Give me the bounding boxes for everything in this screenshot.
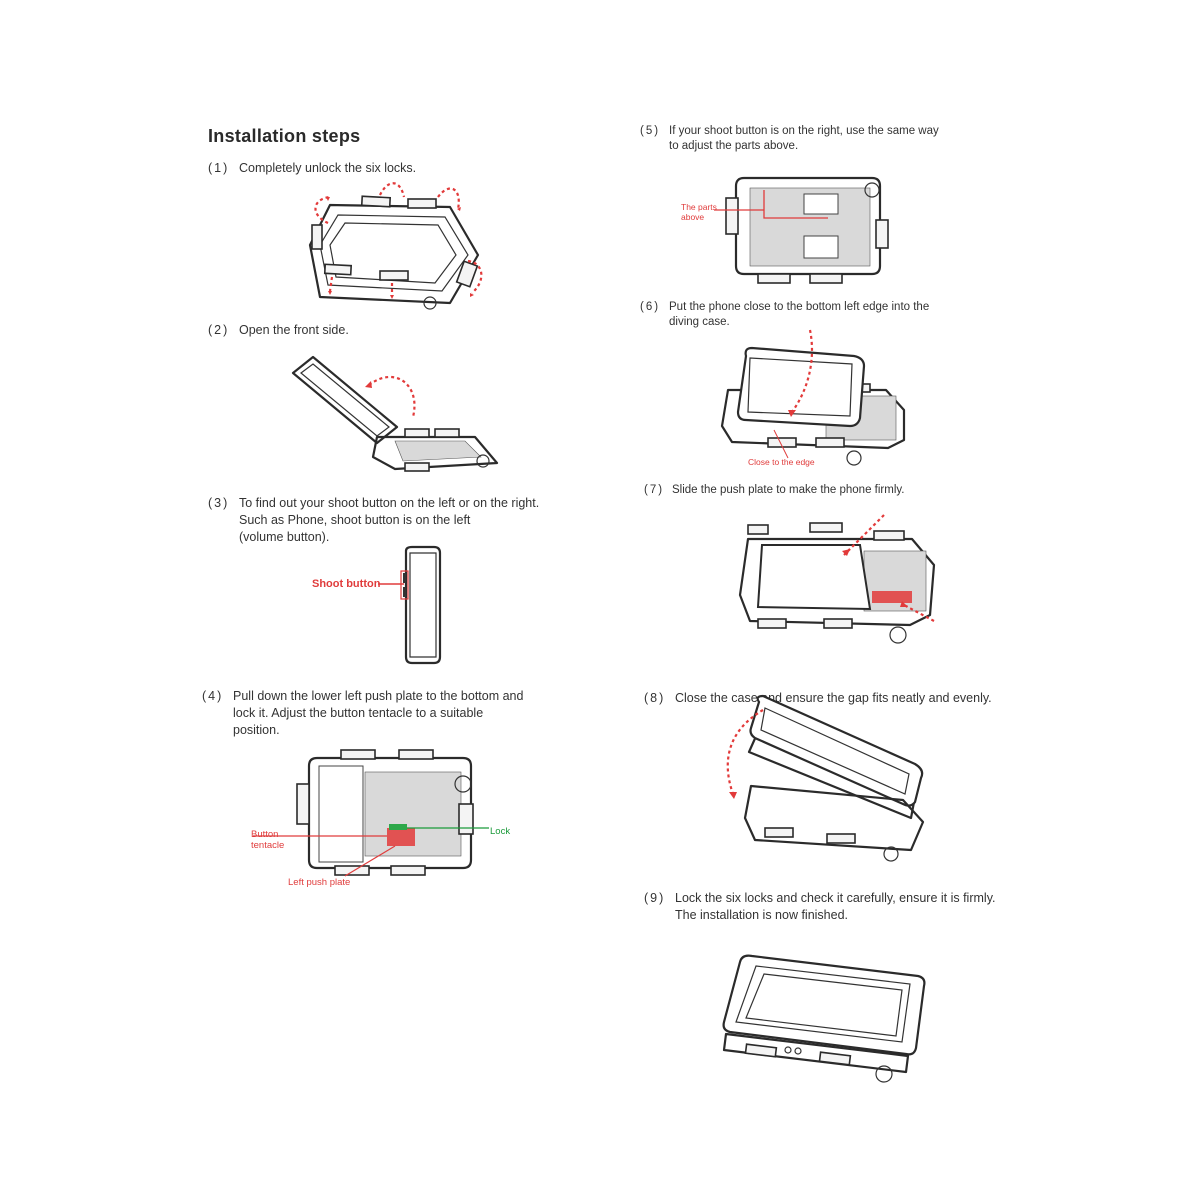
- case-open-illustration: [285, 345, 505, 480]
- button-tentacle-line-1: Button: [251, 829, 279, 840]
- case-close-illustration: [715, 690, 935, 865]
- parts-above-line-2: above: [681, 212, 705, 222]
- step-text: If your shoot button is on the right, use the same way: [669, 125, 939, 137]
- step-number: (8): [644, 691, 666, 705]
- step-text: Slide the push plate to make the phone firmly.: [672, 484, 905, 496]
- step-number: (7): [644, 484, 665, 496]
- step-number: (3): [208, 496, 230, 510]
- button-tentacle-label: [251, 829, 284, 851]
- page-title: Installation steps: [208, 126, 361, 146]
- case-right-parts-illustration: [724, 170, 889, 295]
- step-text: lock it. Adjust the button tentacle to a suitable: [233, 706, 484, 720]
- shoot-button-label: Shoot button: [312, 578, 381, 590]
- phone-insert-illustration: [718, 330, 908, 470]
- step-number: (1): [208, 161, 230, 175]
- step-number: (4): [202, 689, 224, 703]
- parts-above-line-1: The parts: [681, 202, 717, 212]
- step-text: to adjust the parts above.: [669, 140, 799, 152]
- phone-side-illustration: [378, 545, 448, 665]
- step-number: (6): [640, 301, 661, 313]
- case-unlock-illustration: [300, 185, 500, 320]
- step-text: position.: [233, 723, 280, 737]
- left-push-plate-label: Left push plate: [288, 877, 351, 888]
- step-number: (2): [208, 323, 230, 337]
- step-text: To find out your shoot button on the left or on the right.: [239, 496, 540, 510]
- case-push-plate-illustration: [295, 748, 485, 883]
- step-text: Pull down the lower left push plate to the bottom and: [233, 689, 524, 703]
- step-text: Such as Phone, shoot button is on the left: [239, 513, 471, 527]
- step-text: Lock the six locks and check it carefully, ensure it is firmly.: [675, 891, 996, 905]
- case-finished-illustration: [712, 950, 932, 1090]
- lock-label: Lock: [490, 826, 511, 837]
- step-text: Completely unlock the six locks.: [239, 161, 417, 175]
- step-text: diving case.: [669, 316, 730, 328]
- step-text: (volume button).: [239, 530, 330, 544]
- parts-above-label: [681, 202, 717, 222]
- push-plate-slide-illustration: [734, 515, 944, 655]
- step-text: Open the front side.: [239, 323, 349, 337]
- step-text: Close the case and ensure the gap fits neatly and evenly.: [675, 691, 992, 705]
- close-to-edge-label: Close to the edge: [748, 457, 815, 467]
- step-number: (5): [640, 125, 661, 137]
- step-text: Put the phone close to the bottom left edge into the: [669, 301, 930, 313]
- step-text: The installation is now finished.: [675, 908, 849, 922]
- button-tentacle-line-2: tentacle: [251, 840, 285, 851]
- step-number: (9): [644, 891, 666, 905]
